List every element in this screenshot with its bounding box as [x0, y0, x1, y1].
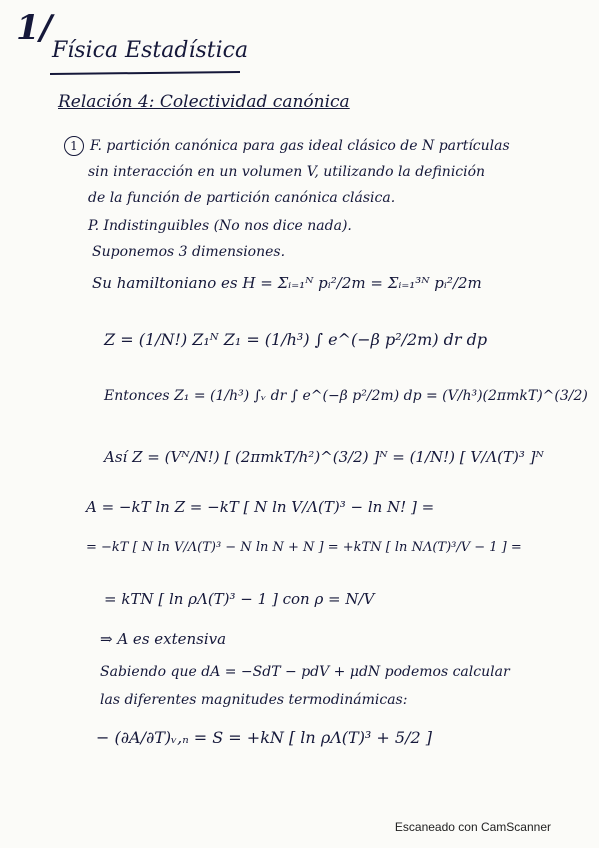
statement-text: F. partición canónica para gas ideal clásico de N partículas — [90, 138, 510, 154]
relation-title: Relación 4: Colectividad canónica — [58, 92, 350, 112]
differential-relation: Sabiendo que dA = −SdT − pdV + μdN podemos calcular — [100, 664, 510, 680]
entropy-equation: − (∂A/∂T)ᵥ,ₙ = S = +kN [ ln ρΛ(T)³ + 5/2 ] — [96, 728, 432, 747]
note-indistinguishable: P. Indistinguibles (No nos dice nada). — [88, 218, 352, 234]
free-energy-line-3: = kTN [ ln ρΛ(T)³ − 1 ] con ρ = N/V — [104, 590, 375, 608]
title-underline — [50, 71, 240, 75]
total-partition-function: Así Z = (Vᴺ/N!) [ (2πmkT/h²)^(3/2) ]ᴺ = (1/N!) [ V/Λ(T)³ ]ᴺ — [104, 448, 544, 466]
problem-1-line-1 — [64, 136, 510, 156]
extensive-conclusion: ⇒ A es extensiva — [100, 630, 227, 648]
page-number: 1/ — [16, 8, 53, 48]
free-energy-line-1: A = −kT ln Z = −kT [ N ln V/Λ(T)³ − ln N! ] = — [86, 498, 435, 516]
hamiltonian-equation: Su hamiltoniano es H = Σᵢ₌₁ᴺ pᵢ²/2m = Σᵢ₌₁³ᴺ pᵢ²/2m — [92, 274, 482, 292]
problem-1-line-3: de la función de partición canónica clásica. — [88, 190, 396, 206]
partition-function-definition: Z = (1/N!) Z₁ᴺ Z₁ = (1/h³) ∫ e^(−β p²/2m) dr dp — [104, 330, 488, 349]
free-energy-line-2: = −kT [ N ln V/Λ(T)³ − N ln N + N ] = +kTN [ ln NΛ(T)³/V − 1 ] = — [86, 540, 522, 555]
problem-1-line-2: sin interacción en un volumen V, utilizando la definición — [88, 164, 486, 180]
course-title: Física Estadística — [52, 38, 249, 63]
problem-number: 1 — [64, 136, 84, 156]
scanner-watermark: Escaneado con CamScanner — [394, 820, 551, 834]
magnitudes-text: las diferentes magnitudes termodinámicas: — [100, 692, 408, 708]
single-particle-partition: Entonces Z₁ = (1/h³) ∫ᵥ dr ∫ e^(−β p²/2m) dp = (V/h³)(2πmkT)^(3/2) — [104, 388, 588, 404]
note-dimensions: Suponemos 3 dimensiones. — [92, 244, 286, 260]
